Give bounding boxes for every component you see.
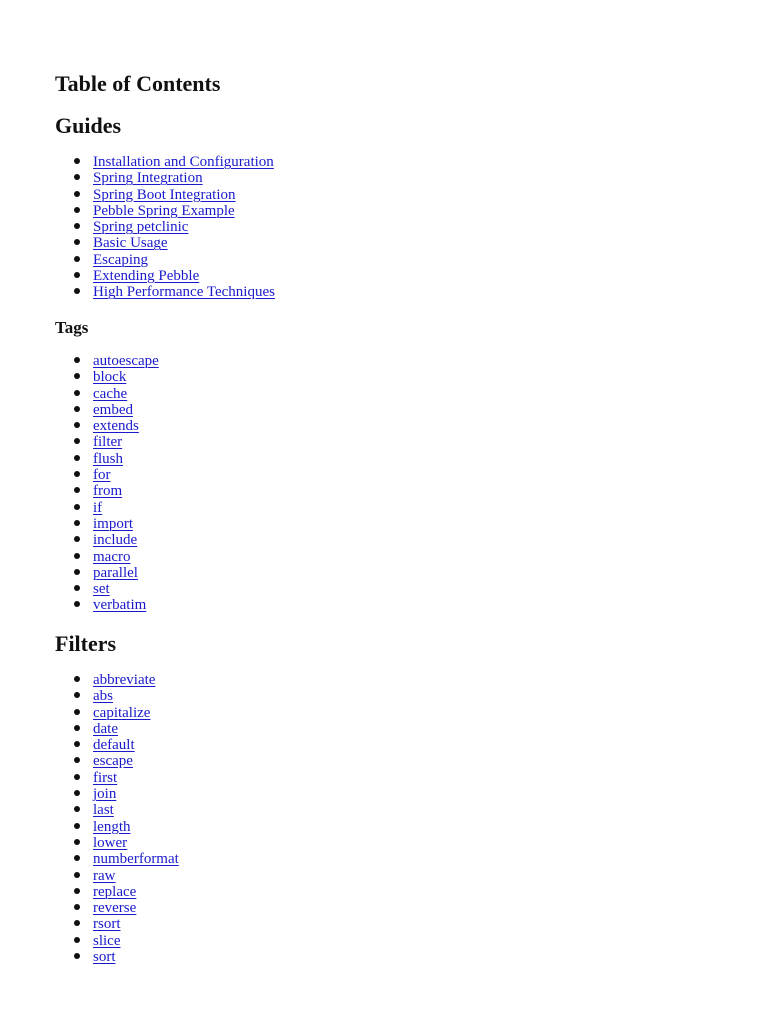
list-item: [93, 418, 159, 434]
list-item: [93, 737, 179, 753]
guide-link[interactable]: Installation and Configuration: [93, 154, 274, 170]
list-item: [93, 688, 179, 704]
bullet-icon: [74, 223, 80, 229]
list-item: [93, 705, 179, 721]
list-item: [93, 434, 159, 450]
tags-list: [93, 353, 159, 614]
list-item: [93, 868, 179, 884]
bullet-icon: [74, 256, 80, 262]
bullet-icon: [74, 390, 80, 396]
filter-link[interactable]: last: [93, 802, 114, 819]
filter-link[interactable]: slice: [93, 932, 121, 949]
bullet-icon: [74, 806, 80, 812]
tag-link[interactable]: flush: [93, 450, 123, 467]
bullet-icon: [74, 569, 80, 575]
list-item: [93, 549, 159, 565]
tag-link[interactable]: filter: [93, 434, 123, 451]
tag-link[interactable]: if: [93, 499, 103, 516]
list-item: [93, 916, 179, 932]
bullet-icon: [74, 455, 80, 461]
list-item: [93, 402, 159, 418]
tag-link[interactable]: include: [93, 532, 138, 549]
tag-link[interactable]: embed: [93, 401, 133, 418]
filter-link[interactable]: length: [93, 818, 131, 835]
bullet-icon: [74, 790, 80, 796]
list-item: [93, 819, 179, 835]
bullet-icon: [74, 709, 80, 715]
bullet-icon: [74, 422, 80, 428]
filter-link[interactable]: join: [93, 786, 117, 803]
filter-link[interactable]: replace: [93, 883, 137, 900]
list-item: [93, 187, 275, 203]
tag-link[interactable]: autoescape: [93, 353, 159, 369]
list-item: [93, 203, 275, 219]
filter-link[interactable]: numberformat: [93, 851, 179, 868]
tag-link[interactable]: verbatim: [93, 597, 147, 614]
bullet-icon: [74, 191, 80, 197]
guide-link[interactable]: Spring petclinic: [93, 219, 189, 236]
bullet-icon: [74, 839, 80, 845]
bullet-icon: [74, 272, 80, 278]
bullet-icon: [74, 757, 80, 763]
bullet-icon: [74, 855, 80, 861]
tag-link[interactable]: import: [93, 515, 133, 532]
bullet-icon: [74, 904, 80, 910]
list-item: [93, 949, 179, 965]
bullet-icon: [74, 207, 80, 213]
filter-link[interactable]: sort: [93, 949, 116, 966]
guide-link[interactable]: Spring Integration: [93, 170, 203, 187]
tag-link[interactable]: for: [93, 467, 111, 484]
tag-link[interactable]: block: [93, 369, 127, 386]
filter-link[interactable]: default: [93, 737, 135, 754]
bullet-icon: [74, 373, 80, 379]
page-title: Table of Contents: [55, 71, 221, 96]
filter-link[interactable]: reverse: [93, 900, 137, 917]
filter-link[interactable]: lower: [93, 834, 128, 851]
list-item: [93, 721, 179, 737]
list-item: [93, 835, 179, 851]
guide-link[interactable]: Extending Pebble: [93, 268, 200, 285]
tags-heading: Tags: [55, 318, 89, 337]
bullet-icon: [74, 725, 80, 731]
list-item: [93, 900, 179, 916]
guide-link[interactable]: Escaping: [93, 251, 148, 268]
list-item: [93, 170, 275, 186]
tag-link[interactable]: extends: [93, 418, 139, 435]
filter-link[interactable]: abs: [93, 688, 113, 705]
list-item: [93, 802, 179, 818]
bullet-icon: [74, 536, 80, 542]
bullet-icon: [74, 520, 80, 526]
list-item: [93, 500, 159, 516]
list-item: [93, 369, 159, 385]
guide-link[interactable]: High Performance Techniques: [93, 284, 275, 301]
bullet-icon: [74, 487, 80, 493]
list-item: [93, 565, 159, 581]
list-item: [93, 284, 275, 300]
filters-heading: Filters: [55, 631, 117, 656]
list-item: [93, 516, 159, 532]
list-item: [93, 386, 159, 402]
bullet-icon: [74, 158, 80, 164]
filter-link[interactable]: raw: [93, 867, 116, 884]
list-item: [93, 532, 159, 548]
bullet-icon: [74, 601, 80, 607]
tag-link[interactable]: from: [93, 483, 123, 500]
list-item: [93, 483, 159, 499]
filter-link[interactable]: rsort: [93, 916, 121, 933]
bullet-icon: [74, 920, 80, 926]
tag-link[interactable]: set: [93, 581, 110, 598]
bullet-icon: [74, 438, 80, 444]
tag-link[interactable]: cache: [93, 385, 128, 402]
filter-link[interactable]: escape: [93, 753, 133, 770]
list-item: [93, 933, 179, 949]
list-item: [93, 770, 179, 786]
bullet-icon: [74, 692, 80, 698]
tag-link[interactable]: macro: [93, 548, 131, 565]
bullet-icon: [74, 872, 80, 878]
filter-link[interactable]: first: [93, 769, 118, 786]
list-item: [93, 467, 159, 483]
bullet-icon: [74, 357, 80, 363]
list-item: [93, 268, 275, 284]
bullet-icon: [74, 888, 80, 894]
bullet-icon: [74, 239, 80, 245]
bullet-icon: [74, 774, 80, 780]
list-item: [93, 581, 159, 597]
filter-link[interactable]: abbreviate: [93, 672, 156, 688]
filter-link[interactable]: capitalize: [93, 704, 151, 721]
bullet-icon: [74, 741, 80, 747]
list-item: [93, 884, 179, 900]
guide-link[interactable]: Spring Boot Integration: [93, 186, 236, 203]
filter-link[interactable]: date: [93, 720, 118, 737]
bullet-icon: [74, 823, 80, 829]
list-item: [93, 451, 159, 467]
list-item: [93, 753, 179, 769]
bullet-icon: [74, 937, 80, 943]
bullet-icon: [74, 953, 80, 959]
bullet-icon: [74, 676, 80, 682]
tag-link[interactable]: parallel: [93, 564, 138, 581]
guide-link[interactable]: Basic Usage: [93, 235, 168, 252]
list-item: [93, 786, 179, 802]
list-item: [93, 851, 179, 867]
list-item: [93, 672, 179, 688]
guide-link[interactable]: Pebble Spring Example: [93, 202, 235, 219]
list-item: [93, 154, 275, 170]
bullet-icon: [74, 288, 80, 294]
bullet-icon: [74, 504, 80, 510]
guides-list: [93, 154, 275, 301]
bullet-icon: [74, 585, 80, 591]
list-item: [93, 252, 275, 268]
list-item: [93, 235, 275, 251]
list-item: [93, 597, 159, 613]
bullet-icon: [74, 553, 80, 559]
list-item: [93, 219, 275, 235]
bullet-icon: [74, 174, 80, 180]
guides-heading: Guides: [55, 113, 122, 138]
filters-list: [93, 672, 179, 965]
list-item: [93, 353, 159, 369]
bullet-icon: [74, 471, 80, 477]
bullet-icon: [74, 406, 80, 412]
